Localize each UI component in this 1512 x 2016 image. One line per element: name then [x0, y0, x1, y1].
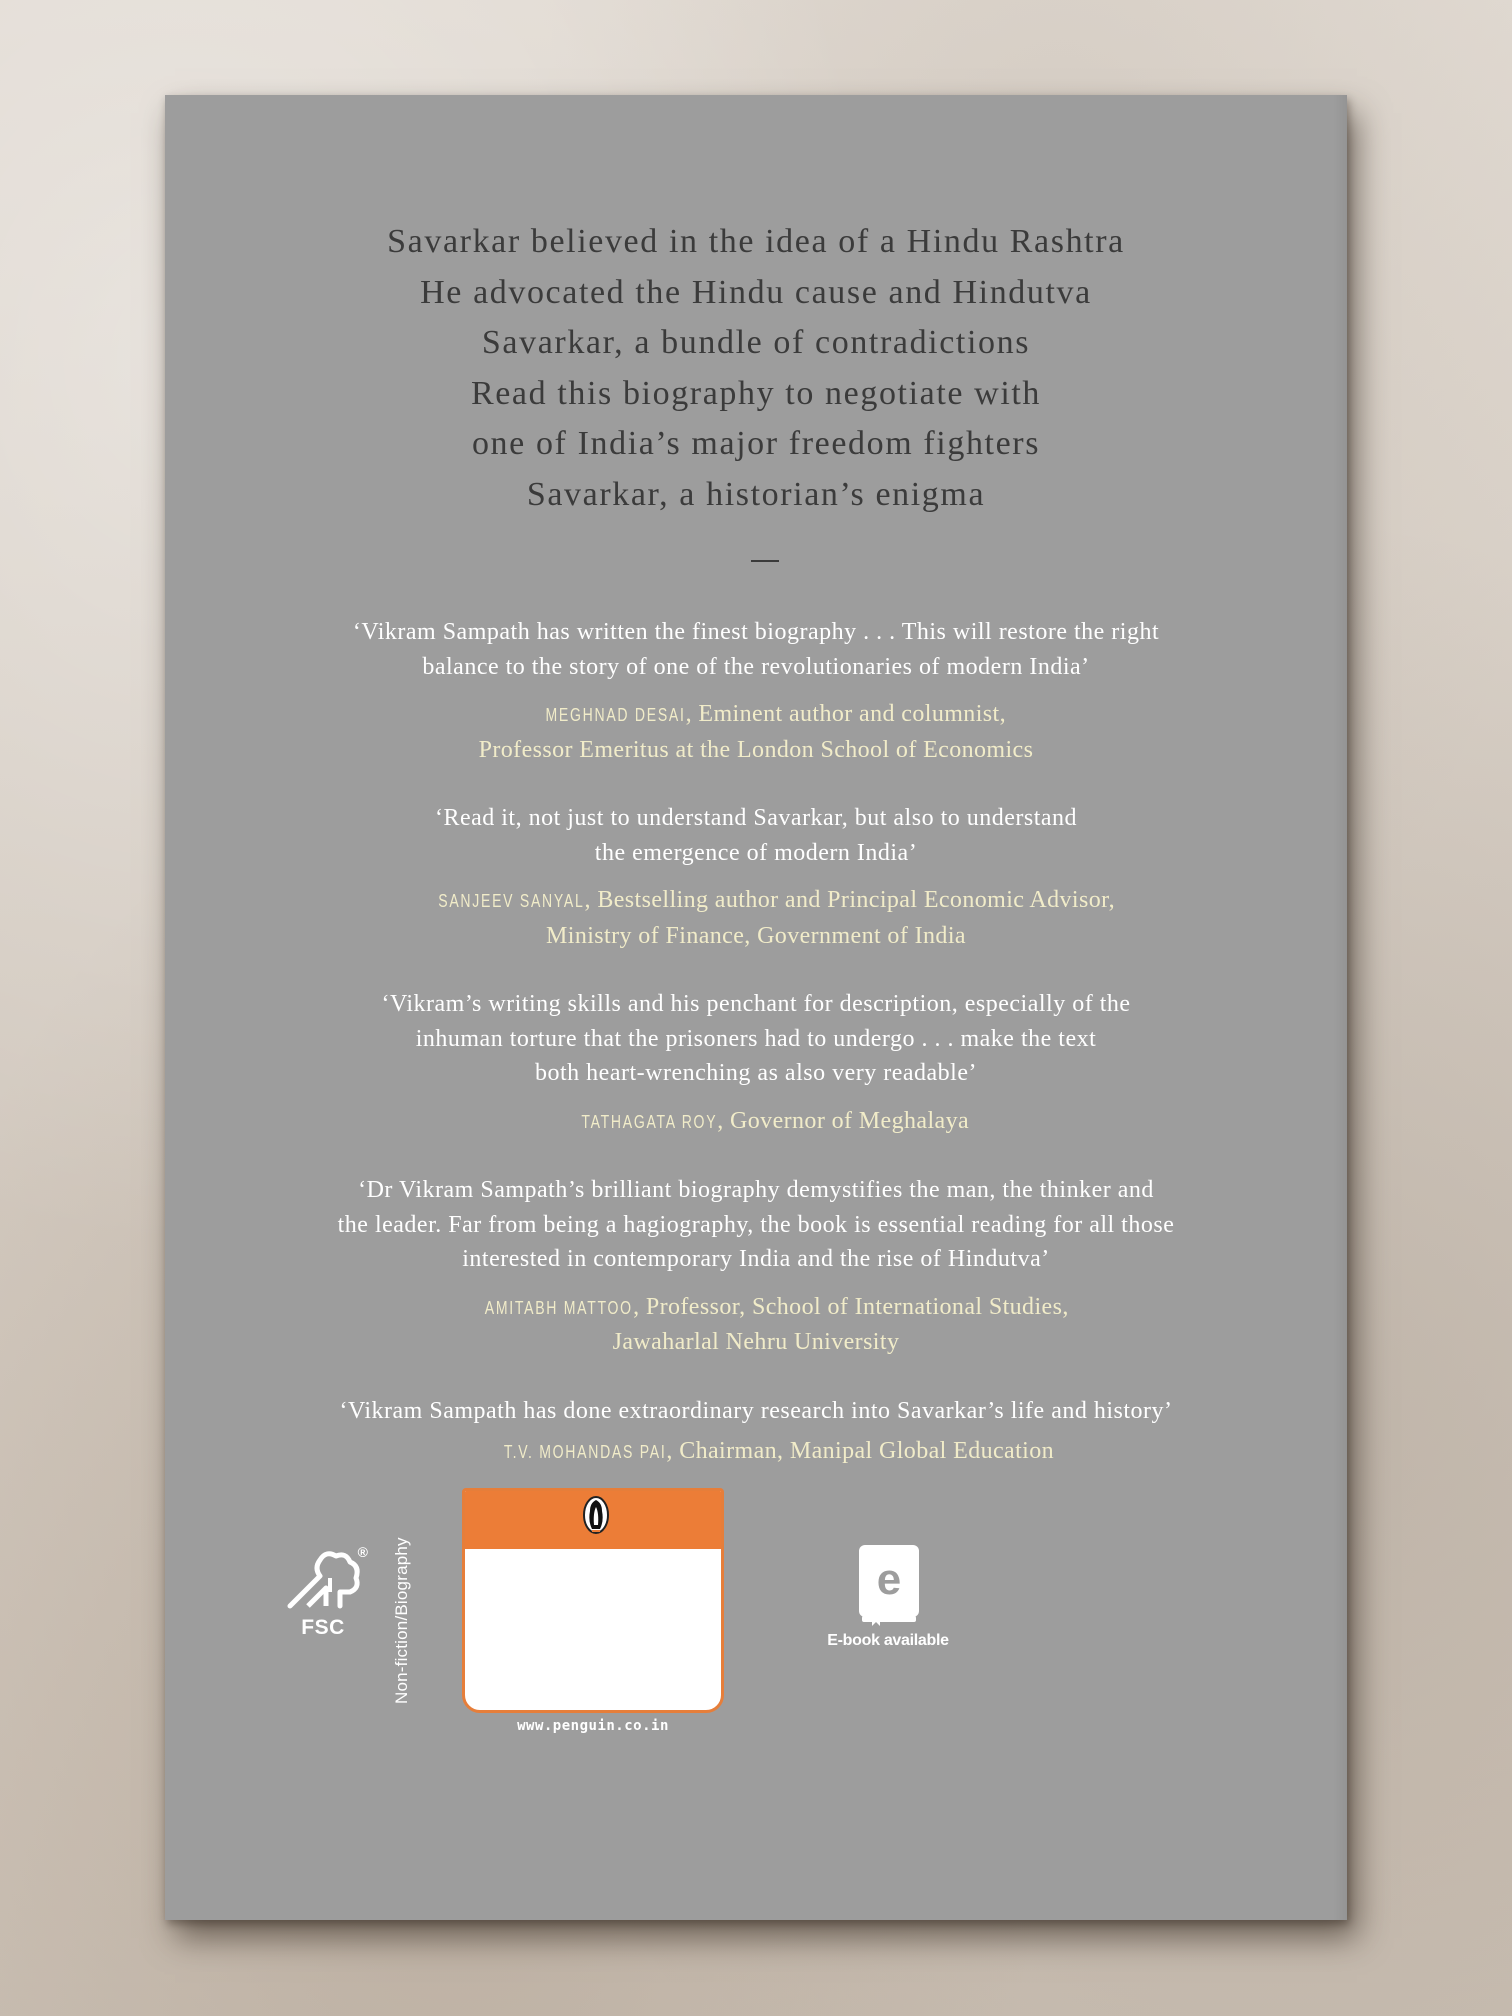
ebook-icon: [856, 1542, 922, 1628]
poem-line: Savarkar, a historian’s enigma: [526, 475, 986, 513]
attribution-name: AMITABH MATTOO: [485, 1297, 634, 1318]
attribution-title: Professor Emeritus at the London School of Economics: [478, 736, 1034, 763]
quote-line: ‘Vikram Sampath has done extraordinary research into Savarkar’s life and history’: [339, 1397, 1173, 1424]
blurb-quote: [165, 615, 1347, 684]
poem-line: one of India’s major freedom fighters: [471, 425, 1041, 462]
penguin-logo-icon: [582, 1495, 610, 1535]
separator-dash: [751, 560, 779, 562]
poem-line: He advocated the Hindu cause and Hindutva: [420, 273, 1092, 311]
quote-line: ‘Read it, not just to understand Savarkar, but also to understand: [434, 805, 1078, 831]
poem-line: Savarkar believed in the idea of a Hindu Rashtra: [387, 223, 1125, 260]
ebook-letter: e: [876, 1555, 902, 1604]
blurb-quote: [165, 987, 1347, 1091]
blurb: [165, 1173, 1347, 1360]
attribution-name: TATHAGATA ROY: [581, 1111, 718, 1132]
blurb: [165, 615, 1347, 767]
quote-line: ‘Vikram’s writing skills and his penchant for description, especially of the: [381, 991, 1131, 1017]
attribution-name: SANJEEV SANYAL: [438, 891, 585, 911]
blurb-quote: [165, 1173, 1347, 1277]
registered-mark: ®: [357, 1544, 368, 1560]
quote-line: both heart-wrenching as also very readable’: [535, 1060, 977, 1086]
attribution-title: , Chairman, Manipal Global Education: [666, 1438, 1055, 1464]
poem-line: Savarkar, a bundle of contradictions: [481, 324, 1031, 361]
barcode-area: [462, 1488, 724, 1713]
attribution-title: Jawaharlal Nehru University: [612, 1329, 900, 1355]
quote-line: ‘Vikram Sampath has written the finest biography . . . This will restore the right: [352, 619, 1160, 645]
fsc-logo: [282, 1544, 368, 1644]
blurb: [165, 1394, 1347, 1470]
fsc-tree-icon: [282, 1548, 364, 1618]
category-label: Non-fiction/Biography: [392, 1537, 411, 1704]
poem-line: Read this biography to negotiate with: [470, 374, 1042, 412]
poem-block: [165, 217, 1347, 520]
quote-line: the leader. Far from being a hagiography, the book is essential reading for all those: [337, 1211, 1175, 1238]
blurb-attribution: [165, 697, 1347, 767]
blurb-quote: [165, 801, 1347, 870]
quote-line: the emergence of modern India’: [594, 839, 918, 866]
ebook-label: E-book available: [827, 1632, 949, 1649]
quote-line: interested in contemporary India and the rise of Hindutva’: [462, 1246, 1050, 1272]
penguin-band: [465, 1491, 721, 1549]
blurb: [165, 987, 1347, 1139]
blurb-attribution: [165, 883, 1347, 953]
publisher-url: www.penguin.co.in: [517, 1718, 669, 1734]
book-back-cover: [165, 95, 1347, 1920]
blurb: [165, 801, 1347, 953]
attribution-title: , Governor of Meghalaya: [717, 1107, 970, 1134]
attribution-title: Ministry of Finance, Government of India: [546, 922, 966, 949]
attribution-title: , Professor, School of International Studies,: [633, 1293, 1069, 1320]
blurb-quote: [165, 1394, 1347, 1429]
quote-line: ‘Dr Vikram Sampath’s brilliant biography demystifies the man, the thinker and: [358, 1177, 1154, 1203]
quote-line: balance to the story of one of the revolutionaries of modern India’: [422, 653, 1090, 680]
ebook-badge: [823, 1542, 953, 1662]
blurb-attribution: [165, 1104, 1347, 1140]
attribution-title: , Eminent author and columnist,: [685, 701, 1006, 727]
quote-line: inhuman torture that the prisoners had to undergo . . . make the text: [415, 1025, 1097, 1052]
blurb-attribution: [165, 1434, 1347, 1470]
blurbs: [165, 615, 1347, 1470]
attribution-title: , Bestselling author and Principal Economic Advisor,: [584, 887, 1115, 913]
attribution-name: MEGHNAD DESAI: [545, 705, 686, 725]
blurb-attribution: [165, 1290, 1347, 1360]
fsc-label: FSC: [301, 1616, 345, 1639]
attribution-name: T.V. MOHANDAS PAI: [503, 1442, 667, 1462]
